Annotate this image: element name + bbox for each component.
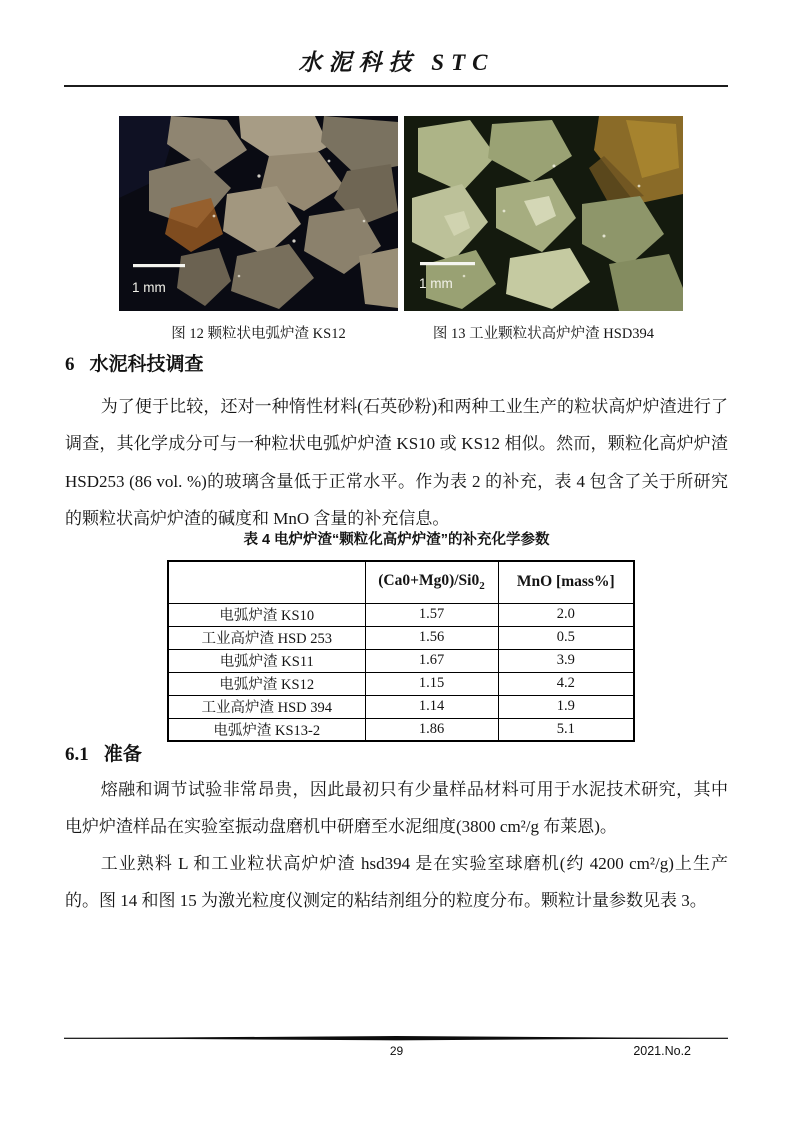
- table-row: [168, 603, 634, 626]
- ratio-header-main: (Ca0+Mg0)/Si0: [378, 572, 480, 590]
- section-6-1-number: 6.1: [65, 744, 89, 765]
- ratio-value: 1.15: [365, 672, 498, 695]
- scale-bar: [420, 262, 475, 265]
- header-cell-ratio: [365, 561, 498, 603]
- section-6-1-paragraph-2: 工业熟料 L 和工业粒状高炉炉渣 hsd394 是在实验室球磨机(约 4200 cm²/g)上生产的。图 14 和图 15 为激光粒度仪测定的粘结剂组分的粒度分布。颗粒计量参数见表 3。: [65, 854, 728, 911]
- mno-value: 0.5: [498, 626, 634, 649]
- table-4-caption: 表 4 电炉炉渣“颗粒化高炉炉渣”的补充化学参数: [243, 532, 550, 548]
- footer-rule: [64, 1036, 728, 1041]
- figure-13-caption: 图 13 工业颗粒状高炉炉渣 HSD394: [432, 326, 655, 342]
- ratio-value: 1.67: [365, 649, 498, 672]
- mno-value: 4.2: [498, 672, 634, 695]
- scale-label: 1 mm: [132, 280, 166, 295]
- journal-title: 水泥科技 STC: [298, 50, 495, 75]
- table-4: [167, 560, 635, 742]
- ratio-value: 1.57: [365, 603, 498, 626]
- table-header-row: [168, 561, 634, 603]
- figure-12-caption: 图 12 颗粒状电弧炉渣 KS12: [171, 326, 346, 342]
- figure-row: [119, 116, 683, 343]
- figure-13: [404, 116, 683, 343]
- sample-name: 工业高炉渣 HSD 394: [168, 695, 365, 718]
- ratio-header-sub: 2: [479, 580, 485, 593]
- mno-value: 3.9: [498, 649, 634, 672]
- table-row: [168, 718, 634, 741]
- table-row: [168, 626, 634, 649]
- section-6-1-title: 准备: [103, 744, 142, 765]
- section-6-heading: [65, 349, 204, 376]
- figure-13-photo: [404, 116, 683, 311]
- figure-12-photo: [119, 116, 398, 311]
- section-6-title: 水泥科技调查: [89, 354, 204, 375]
- mno-value: 5.1: [498, 718, 634, 741]
- table-row: [168, 672, 634, 695]
- scale-bar: [133, 264, 185, 267]
- section-6-paragraph: 为了便于比较，还对一种惰性材料(石英砂粉)和两种工业生产的粒状高炉炉渣进行了调查，其化学成分可与一种粒状电弧炉炉渣 KS10 或 KS12 相似。然而，颗粒化高炉炉渣 HSD253 (86 vol. %)的玻璃含量低于正常水平。作为表 2 的补充，表 4 包含了关于所研究的颗粒状高炉炉渣的碱度和 MnO 含量的补充信息。: [65, 397, 728, 529]
- sample-name: 工业高炉渣 HSD 253: [168, 626, 365, 649]
- page-number: 29: [389, 1044, 404, 1058]
- mno-value: 1.9: [498, 695, 634, 718]
- ratio-value: 1.86: [365, 718, 498, 741]
- scale-label: 1 mm: [419, 276, 453, 291]
- header-rule: [64, 85, 728, 87]
- section-6-number: 6: [65, 354, 75, 375]
- section-6-1-paragraph-1: 熔融和调节试验非常昂贵，因此最初只有少量样品材料可用于水泥技术研究，其中电炉炉渣样品在实验室振动盘磨机中研磨至水泥细度(3800 cm²/g 布莱恩)。: [65, 780, 728, 837]
- issue-label: 2021.No.2: [633, 1044, 691, 1058]
- figure-12: [119, 116, 398, 343]
- header-cell-empty: [168, 561, 365, 603]
- sample-name: 电弧炉渣 KS10: [168, 603, 365, 626]
- table-row: [168, 695, 634, 718]
- sample-name: 电弧炉渣 KS12: [168, 672, 365, 695]
- ratio-value: 1.56: [365, 626, 498, 649]
- ratio-value: 1.14: [365, 695, 498, 718]
- sample-name: 电弧炉渣 KS11: [168, 649, 365, 672]
- sample-name: 电弧炉渣 KS13-2: [168, 718, 365, 741]
- section-6-1-heading: [65, 739, 142, 766]
- table-row: [168, 649, 634, 672]
- header-cell-mno: MnO [mass%]: [498, 561, 634, 603]
- mno-value: 2.0: [498, 603, 634, 626]
